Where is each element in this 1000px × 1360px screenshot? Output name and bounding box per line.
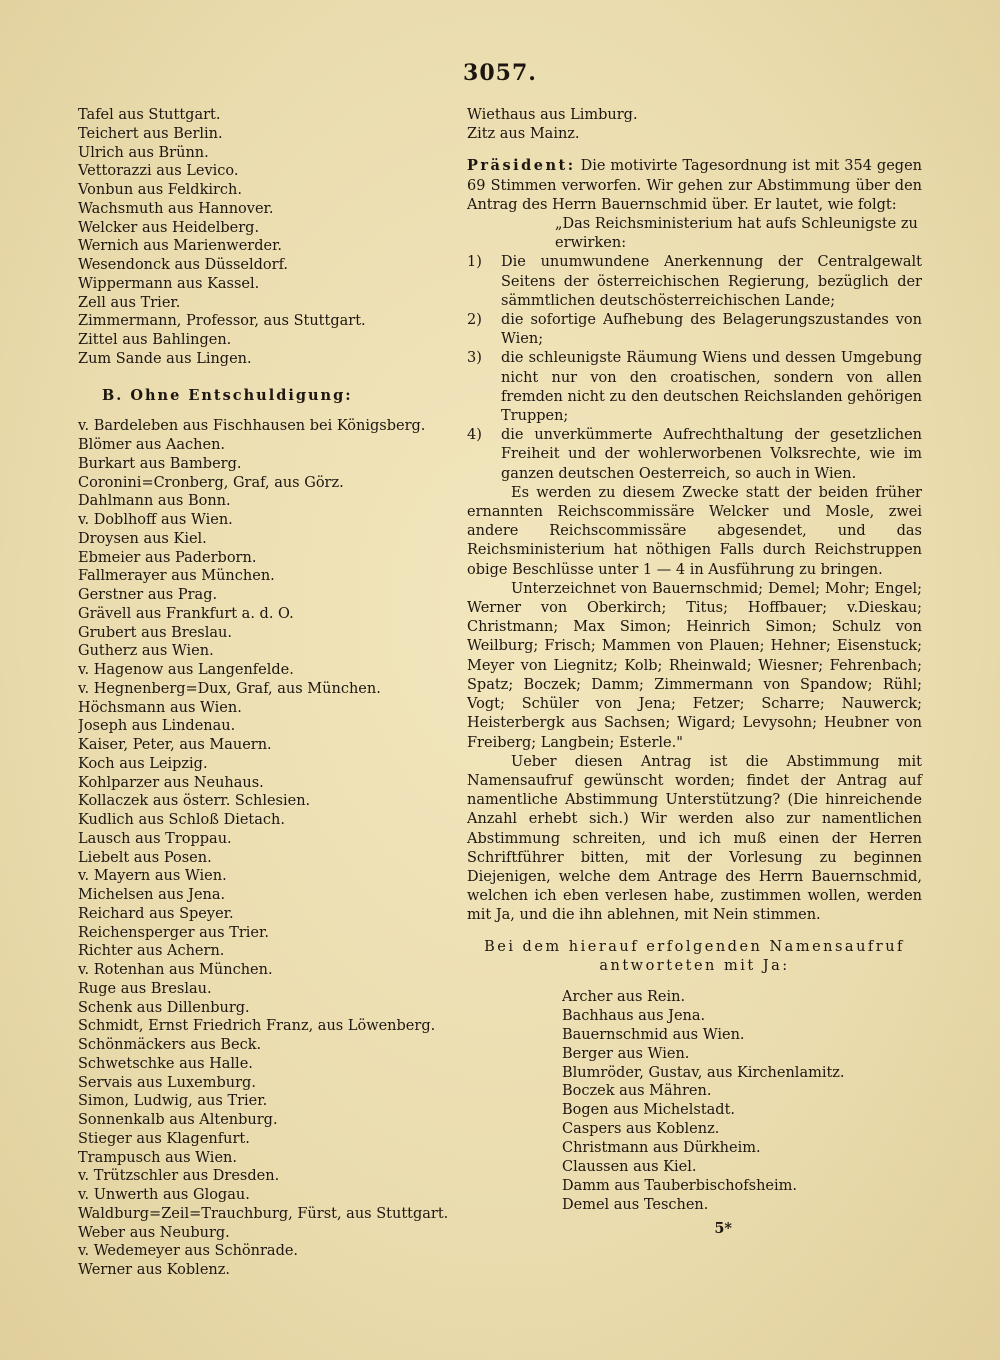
yes-vote-entry: Blumröder, Gustav, aus Kirchenlamitz. <box>562 1064 845 1081</box>
paragraph-vote: Ueber diesen Antrag ist die Abstimmung mit Namensaufruf gewünscht worden; findet der Antrag auf namentliche Abstimmung Unterstützung? (Die hinreichende Anzahl erhebt sich.) Wir werden also zur namentlichen Abstimmung schreiten, und ich muß einen der Herren Schriftführer bitten, mit der Vorlesung zu beginnen Diejenigen, welche dem Antrage des Herrn Bauernschmid, welchen ich eben verlesen habe, zustimmen wollen, werden mit Ja, und die ihn ablehnen, mit Nein stimmen. <box>467 753 922 924</box>
name-entry: Vonbun aus Feldkirch. <box>78 182 243 198</box>
name-entry: Blömer aus Aachen. <box>78 437 226 453</box>
name-entry: Schwetschke aus Halle. <box>78 1055 253 1072</box>
name-entry: v. Hegnenberg=Dux, Graf, aus München. <box>78 680 381 697</box>
name-entry: Weber aus Neuburg. <box>78 1224 230 1241</box>
president-text: Die motivirte Tagesordnung ist mit 354 gegen 69 Stimmen verworfen. Wir gehen zur Abstimmung über den Antrag des Herrn Bauernschmid über. Er lautet, wie folgt: <box>467 158 922 213</box>
name-entry: Zitz aus Mainz. <box>467 126 580 143</box>
name-entry: v. Unwerth aus Glogau. <box>78 1187 250 1203</box>
name-entry: Liebelt aus Posen. <box>78 849 212 866</box>
name-entry: Stieger aus Klagenfurt. <box>78 1130 250 1147</box>
motion-items <box>467 253 922 483</box>
yes-vote-entry: Bauernschmid aus Wien. <box>562 1026 745 1043</box>
name-entry: Fallmerayer aus München. <box>78 568 275 585</box>
name-entry: v. Wedemeyer aus Schönrade. <box>78 1243 299 1260</box>
yes-vote-entry: Archer aus Rein. <box>562 988 686 1005</box>
president-label: Präsident: <box>467 157 576 175</box>
name-entry: Wippermann aus Kassel. <box>78 275 260 292</box>
name-entry: Höchsmann aus Wien. <box>78 699 242 716</box>
signature-mark: 5* <box>714 1219 732 1237</box>
name-entry: Kudlich aus Schloß Dietach. <box>78 812 285 828</box>
name-entry: Tafel aus Stuttgart. <box>78 107 221 123</box>
name-entry: Dahlmann aus Bonn. <box>78 493 231 510</box>
name-entry: Coronini=Cronberg, Graf, aus Görz. <box>78 474 344 491</box>
name-entry: Joseph aus Lindenau. <box>78 718 236 735</box>
name-entry: Zum Sande aus Lingen. <box>78 350 252 367</box>
name-entry: Werner aus Koblenz. <box>78 1262 230 1278</box>
paragraph-signatories: Unterzeichnet von Bauernschmid; Demel; Mohr; Engel; Werner von Oberkirch; Titus; Hoffbauer; v.Dieskau; Christmann; Max Simon; Heinrich Simon; Schulz von Weilburg; Frisch; Mammen von Plauen; Hehner; Eisenstuck; Meyer von Liegnitz; Kolb; Rheinwald; Wiesner; Fehrenbach; Spatz; Boczek; Damm; Zimmermann von Spandow; Rühl; Vogt; Schüler von Jena; Fetzer; Scharre; Nauwerck; Heisterbergk aus Sachsen; Wigard; Levysohn; Heubner von Freiberg; Langbein; Esterle." <box>467 580 922 751</box>
president-paragraph <box>467 156 922 215</box>
yes-vote-entry: Bachhaus aus Jena. <box>562 1007 706 1024</box>
yes-vote-entry: Boczek aus Mähren. <box>562 1083 712 1100</box>
name-entry: Welcker aus Heidelberg. <box>78 219 260 236</box>
name-entry: Gerstner aus Prag. <box>78 587 218 603</box>
name-entry: v. Rotenhan aus München. <box>78 962 273 978</box>
paragraph-commissioners: Es werden zu diesem Zwecke statt der beiden früher ernannten Reichscommissäre Welcker und Mosle, zwei andere Reichscommissäre abgesendet, und das Reichsministerium hat nöthigen Falls durch Reichstruppen obige Beschlüsse unter 1 — 4 in Ausführung zu bringen. <box>467 484 922 578</box>
name-entry: Wesendonck aus Düsseldorf. <box>78 257 289 273</box>
absent-unexcused-list <box>78 417 468 1280</box>
yes-vote-entry: Claussen aus Kiel. <box>562 1159 697 1176</box>
item-number: 3) <box>467 350 482 367</box>
roll-call-heading: Bei dem hierauf erfolgenden Namensaufruf <box>484 938 905 955</box>
motion-item <box>467 311 922 349</box>
name-entry: Kollaczek aus österr. Schlesien. <box>78 793 311 810</box>
yes-vote-entry: Bogen aus Michelstadt. <box>562 1102 736 1119</box>
name-entry: Lausch aus Troppau. <box>78 830 232 847</box>
name-entry: v. Bardeleben aus Fischhausen bei Königsberg. <box>78 418 426 435</box>
item-text: die unverkümmerte Aufrechthaltung der gesetzlichen Freiheit und der wohlerworbenen Volksrechte, wie im ganzen deutschen Oesterreich, so auch in Wien. <box>501 427 922 482</box>
name-entry: Droysen aus Kiel. <box>78 530 207 547</box>
section-heading-unexcused: B. Ohne Entschuldigung: <box>102 386 353 404</box>
name-entry: v. Mayern aus Wien. <box>78 868 227 885</box>
name-entry: Michelsen aus Jena. <box>78 887 226 903</box>
item-number: 1) <box>467 254 482 271</box>
page-number: 3057. <box>463 60 537 86</box>
name-entry: Zittel aus Bahlingen. <box>78 332 232 348</box>
name-entry: Schönmäckers aus Beck. <box>78 1037 262 1053</box>
yes-vote-entry: Demel aus Teschen. <box>562 1196 709 1213</box>
item-number: 4) <box>467 427 482 444</box>
motion-quote-intro: „Das Reichsministerium hat aufs Schleunigste zu erwirken: <box>555 216 918 252</box>
yes-vote-entry: Damm aus Tauberbischofsheim. <box>562 1178 798 1194</box>
name-entry: Grubert aus Breslau. <box>78 624 232 641</box>
name-entry: Wachsmuth aus Hannover. <box>78 200 274 217</box>
motion-item <box>467 253 922 311</box>
name-entry: Kohlparzer aus Neuhaus. <box>78 774 264 791</box>
name-entry: Richter aus Achern. <box>78 943 225 960</box>
name-entry: Koch aus Leipzig. <box>78 755 208 772</box>
name-entry: Reichensperger aus Trier. <box>78 924 269 941</box>
absent-excused-list <box>78 106 468 369</box>
name-entry: Wernich aus Marienwerder. <box>78 238 283 255</box>
name-entry: Schenk aus Dillenburg. <box>78 999 250 1016</box>
yes-vote-entry: Berger aus Wien. <box>562 1045 690 1062</box>
name-entry: Gutherz aus Wien. <box>78 643 214 660</box>
motion-item <box>467 426 922 484</box>
item-text: die sofortige Aufhebung des Belagerungszustandes von Wien; <box>501 312 922 348</box>
name-entry: Teichert aus Berlin. <box>78 125 223 142</box>
name-entry: Zell aus Trier. <box>78 294 181 311</box>
item-text: Die unumwundene Anerkennung der Centralgewalt Seitens der österreichischen Regierung, bezüglich der sämmtlichen deutschösterreichischen Lande; <box>501 254 922 309</box>
name-entry: Servais aus Luxemburg. <box>78 1074 256 1091</box>
name-entry: v. Trützschler aus Dresden. <box>78 1168 280 1185</box>
name-entry: Ruge aus Breslau. <box>78 980 212 997</box>
name-entry: Reichard aus Speyer. <box>78 905 234 922</box>
right-column <box>467 106 922 1238</box>
name-entry: Vettorazzi aus Levico. <box>78 163 239 180</box>
name-entry: Burkart aus Bamberg. <box>78 455 242 472</box>
name-entry: Simon, Ludwig, aus Trier. <box>78 1093 268 1110</box>
name-entry: Wiethaus aus Limburg. <box>467 107 638 123</box>
continued-name-list <box>467 106 922 144</box>
name-entry: Waldburg=Zeil=Trauchburg, Fürst, aus Stuttgart. <box>78 1205 449 1222</box>
name-entry: Ulrich aus Brünn. <box>78 144 209 161</box>
roll-call-subheading: antworteten mit Ja: <box>599 957 790 974</box>
name-entry: v. Hagenow aus Langenfelde. <box>78 662 294 678</box>
name-entry: Ebmeier aus Paderborn. <box>78 549 257 566</box>
name-entry: Zimmermann, Professor, aus Stuttgart. <box>78 313 366 330</box>
name-entry: Schmidt, Ernst Friedrich Franz, aus Löwenberg. <box>78 1018 436 1035</box>
name-entry: Trampusch aus Wien. <box>78 1149 237 1166</box>
left-column <box>78 106 468 1280</box>
yes-vote-entry: Christmann aus Dürkheim. <box>562 1140 761 1157</box>
item-number: 2) <box>467 312 482 329</box>
name-entry: Grävell aus Frankfurt a. d. O. <box>78 605 294 622</box>
yes-vote-entry: Caspers aus Koblenz. <box>562 1121 720 1138</box>
name-entry: Kaiser, Peter, aus Mauern. <box>78 737 272 753</box>
item-text: die schleunigste Räumung Wiens und dessen Umgebung nicht nur von den croatischen, sondern von allen fremden nicht zu den deutschen Reichslanden gehörigen Truppen; <box>501 350 922 425</box>
name-entry: Sonnenkalb aus Altenburg. <box>78 1112 278 1128</box>
motion-item <box>467 349 922 426</box>
name-entry: v. Doblhoff aus Wien. <box>78 512 233 528</box>
yes-vote-list <box>467 988 922 1215</box>
